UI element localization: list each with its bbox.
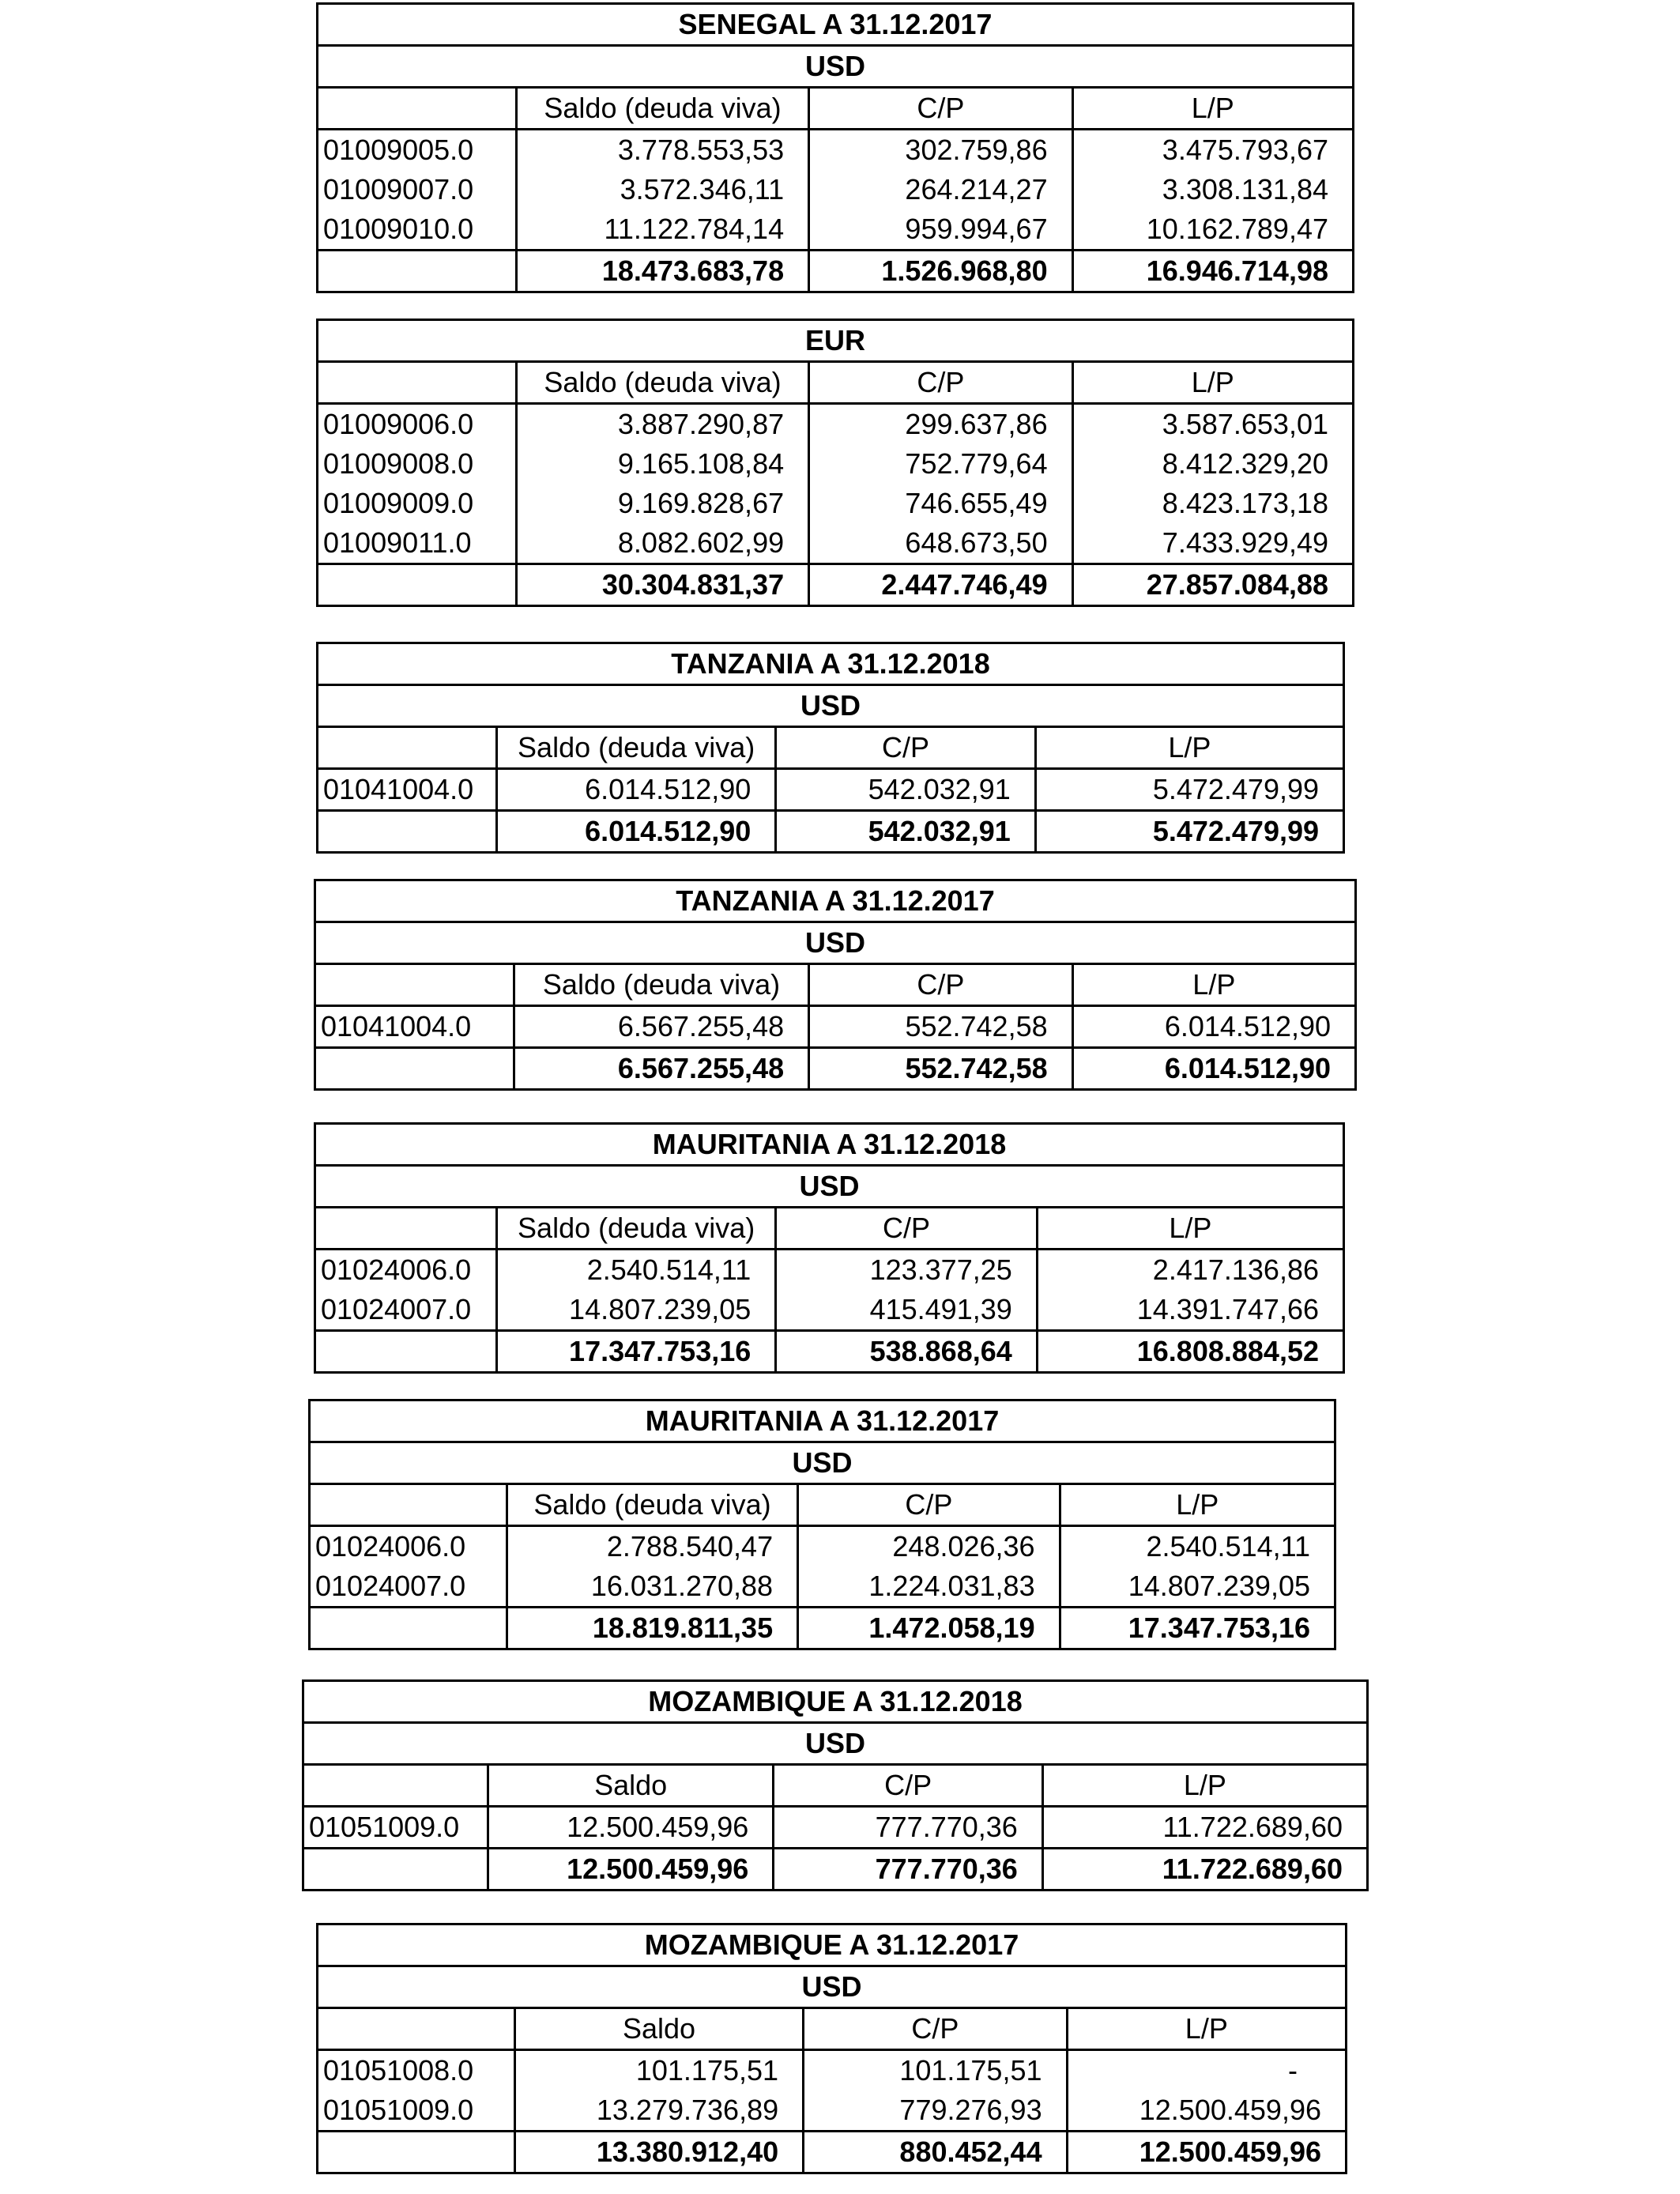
table-row: [318, 2049, 1345, 2090]
table-row: [318, 170, 1352, 209]
table-row: [318, 402, 1352, 444]
column-header: L/P: [1072, 89, 1352, 128]
loan-id: 01051009.0: [323, 2094, 474, 2126]
currency-row: [316, 1164, 1343, 1206]
long-term-value: 2.417.136,86: [1036, 1250, 1343, 1290]
header-row: [311, 1483, 1334, 1525]
totals-row: [318, 2130, 1345, 2172]
table-title-text: MOZAMBIQUE A 31.12.2018: [648, 1685, 1023, 1717]
balance-value: 13.279.736,89: [514, 2090, 802, 2130]
total-value: 13.380.912,40: [514, 2132, 802, 2172]
column-header: [316, 965, 513, 1005]
totals-row: [316, 1046, 1354, 1088]
column-header: [318, 89, 515, 128]
debt-table: [302, 1679, 1369, 1891]
long-term-value: -: [1066, 2051, 1346, 2090]
totals-row: [318, 249, 1352, 291]
total-value: 16.946.714,98: [1072, 251, 1352, 291]
header-row: [304, 1763, 1366, 1805]
balance-value: 11.122.784,14: [515, 209, 808, 249]
table-row: [318, 484, 1352, 523]
table-title: [318, 644, 1343, 684]
total-value: 18.819.811,35: [506, 1608, 797, 1648]
header-row: [318, 2007, 1345, 2049]
balance-value: 9.165.108,84: [515, 444, 808, 484]
debt-table: [314, 1122, 1345, 1374]
column-header: C/P: [808, 89, 1071, 128]
column-header: [318, 2009, 514, 2049]
total-value: 18.473.683,78: [515, 251, 808, 291]
column-header: Saldo: [487, 1766, 772, 1805]
table-title-text: MOZAMBIQUE A 31.12.2017: [644, 1928, 1019, 1961]
column-header: [318, 363, 515, 402]
table-row: [318, 444, 1352, 484]
total-value: 12.500.459,96: [1066, 2132, 1345, 2172]
long-term-value: 3.308.131,84: [1072, 170, 1352, 209]
loan-id: 01024006.0: [321, 1253, 472, 1286]
table-title-text: MAURITANIA A 31.12.2017: [645, 1404, 1000, 1437]
total-value: 2.447.746,49: [808, 565, 1072, 605]
table-title-text: TANZANIA A 31.12.2018: [671, 647, 990, 680]
table-row: [311, 1566, 1334, 1606]
table-row: [311, 1525, 1334, 1566]
table-title-text: MAURITANIA A 31.12.2018: [652, 1128, 1007, 1160]
long-term-value: 3.475.793,67: [1072, 130, 1352, 170]
table-row: [318, 2090, 1345, 2130]
short-term-value: 648.673,50: [808, 523, 1072, 563]
short-term-value: 264.214,27: [808, 170, 1072, 209]
column-header: C/P: [772, 1766, 1041, 1805]
balance-value: 3.887.290,87: [515, 405, 808, 444]
loan-id: 01041004.0: [323, 773, 474, 805]
short-term-value: 959.994,67: [808, 209, 1072, 249]
totals-blank-cell: [316, 1049, 513, 1088]
long-term-value: 11.722.689,60: [1042, 1808, 1366, 1847]
currency-label: EUR: [804, 324, 865, 356]
balance-value: 16.031.270,88: [506, 1566, 797, 1606]
loan-id: 01009008.0: [323, 447, 474, 480]
currency-label: USD: [801, 1970, 862, 2003]
column-header: [318, 728, 495, 767]
short-term-value: 542.032,91: [774, 770, 1034, 809]
short-term-value: 752.779,64: [808, 444, 1072, 484]
total-value: 777.770,36: [772, 1849, 1042, 1889]
short-term-value: 415.491,39: [774, 1290, 1036, 1329]
short-term-value: 299.637,86: [808, 405, 1072, 444]
short-term-value: 1.224.031,83: [797, 1566, 1059, 1606]
loan-id: 01009005.0: [323, 134, 474, 166]
loan-id: 01041004.0: [321, 1010, 472, 1042]
loan-id: 01009007.0: [323, 173, 474, 205]
totals-blank-cell: [318, 812, 495, 851]
totals-blank-cell: [318, 251, 515, 291]
balance-value: 6.014.512,90: [495, 770, 774, 809]
total-value: 11.722.689,60: [1042, 1849, 1366, 1889]
currency-row: [318, 44, 1352, 86]
balance-value: 3.572.346,11: [515, 170, 808, 209]
long-term-value: 2.540.514,11: [1059, 1527, 1334, 1566]
column-header: C/P: [808, 965, 1071, 1005]
loan-id: 01009006.0: [323, 408, 474, 440]
balance-value: 9.169.828,67: [515, 484, 808, 523]
balance-value: 14.807.239,05: [495, 1290, 774, 1329]
totals-row: [318, 809, 1343, 851]
column-header: L/P: [1036, 1208, 1343, 1248]
table-title: [318, 1925, 1345, 1965]
column-header: L/P: [1042, 1766, 1366, 1805]
total-value: 27.857.084,88: [1072, 565, 1352, 605]
total-value: 30.304.831,37: [515, 565, 808, 605]
currency-row: [316, 921, 1354, 963]
table-title: [318, 5, 1352, 44]
loan-id: 01024007.0: [321, 1293, 472, 1325]
column-header: Saldo (deuda viva): [495, 1208, 774, 1248]
currency-label: USD: [800, 689, 861, 722]
balance-value: 2.788.540,47: [506, 1527, 797, 1566]
column-header: Saldo (deuda viva): [515, 363, 808, 402]
totals-row: [316, 1329, 1343, 1371]
short-term-value: 248.026,36: [797, 1527, 1059, 1566]
currency-row: [304, 1721, 1366, 1763]
balance-value: 3.778.553,53: [515, 130, 808, 170]
long-term-value: 8.412.329,20: [1072, 444, 1352, 484]
short-term-value: 552.742,58: [808, 1007, 1072, 1046]
table-title: [311, 1401, 1334, 1441]
table-row: [316, 1290, 1343, 1329]
totals-blank-cell: [318, 565, 515, 605]
short-term-value: 123.377,25: [774, 1250, 1036, 1290]
currency-label: USD: [792, 1446, 853, 1479]
total-value: 1.472.058,19: [797, 1608, 1059, 1648]
column-header: Saldo (deuda viva): [506, 1485, 797, 1525]
totals-blank-cell: [316, 1332, 495, 1371]
long-term-value: 6.014.512,90: [1072, 1007, 1354, 1046]
column-header: [304, 1766, 487, 1805]
total-value: 17.347.753,16: [495, 1332, 774, 1371]
total-value: 542.032,91: [774, 812, 1034, 851]
balance-value: 8.082.602,99: [515, 523, 808, 563]
short-term-value: 779.276,93: [802, 2090, 1065, 2130]
long-term-value: 8.423.173,18: [1072, 484, 1352, 523]
loan-id: 01051008.0: [323, 2054, 474, 2087]
total-value: 16.808.884,52: [1036, 1332, 1343, 1371]
column-header: [316, 1208, 495, 1248]
currency-label: USD: [804, 1727, 865, 1759]
table-title: [316, 881, 1354, 921]
total-value: 17.347.753,16: [1059, 1608, 1334, 1648]
currency-label: USD: [799, 1170, 860, 1202]
currency-row: [318, 684, 1343, 726]
debt-table: [308, 1399, 1336, 1650]
total-value: 538.868,64: [774, 1332, 1036, 1371]
table-title: [316, 1125, 1343, 1164]
debt-table: [316, 1923, 1347, 2174]
column-header: Saldo (deuda viva): [513, 965, 808, 1005]
table-row: [304, 1805, 1366, 1847]
long-term-value: 10.162.789,47: [1072, 209, 1352, 249]
column-header: Saldo: [514, 2009, 802, 2049]
table-row: [318, 767, 1343, 809]
short-term-value: 302.759,86: [808, 130, 1072, 170]
long-term-value: 14.391.747,66: [1036, 1290, 1343, 1329]
long-term-value: 3.587.653,01: [1072, 405, 1352, 444]
table-row: [316, 1005, 1354, 1046]
column-header: L/P: [1059, 1485, 1334, 1525]
totals-blank-cell: [318, 2132, 514, 2172]
debt-table: [316, 642, 1345, 854]
currency-row: [318, 1965, 1345, 2007]
totals-blank-cell: [311, 1608, 506, 1648]
column-header: C/P: [802, 2009, 1065, 2049]
currency-row: [311, 1441, 1334, 1483]
column-header: C/P: [774, 1208, 1035, 1248]
balance-value: 2.540.514,11: [495, 1250, 774, 1290]
column-header: L/P: [1034, 728, 1343, 767]
table-title-text: SENEGAL A 31.12.2017: [678, 8, 993, 40]
table-title: [304, 1682, 1366, 1721]
debt-table: [314, 879, 1357, 1091]
header-row: [316, 963, 1354, 1005]
column-header: L/P: [1072, 965, 1354, 1005]
loan-id: 01009011.0: [323, 526, 472, 559]
currency-label: USD: [804, 50, 865, 82]
column-header: [311, 1485, 506, 1525]
total-value: 552.742,58: [808, 1049, 1072, 1088]
total-value: 880.452,44: [802, 2132, 1065, 2172]
total-value: 6.014.512,90: [495, 812, 774, 851]
balance-value: 101.175,51: [514, 2051, 802, 2090]
total-value: 12.500.459,96: [487, 1849, 772, 1889]
long-term-value: 5.472.479,99: [1034, 770, 1343, 809]
long-term-value: 14.807.239,05: [1059, 1566, 1334, 1606]
column-header: C/P: [797, 1485, 1058, 1525]
header-row: [318, 86, 1352, 128]
column-header: Saldo (deuda viva): [515, 89, 808, 128]
column-header: Saldo (deuda viva): [495, 728, 774, 767]
loan-id: 01024007.0: [315, 1570, 466, 1602]
column-header: C/P: [808, 363, 1071, 402]
totals-row: [304, 1847, 1366, 1889]
column-header: L/P: [1072, 363, 1352, 402]
column-header: C/P: [774, 728, 1034, 767]
short-term-value: 777.770,36: [772, 1808, 1042, 1847]
debt-table: [316, 319, 1354, 607]
totals-blank-cell: [304, 1849, 487, 1889]
total-value: 6.567.255,48: [513, 1049, 808, 1088]
header-row: [318, 360, 1352, 402]
table-title-text: TANZANIA A 31.12.2017: [676, 884, 995, 917]
header-row: [316, 1206, 1343, 1248]
table-row: [316, 1248, 1343, 1290]
loan-id: 01051009.0: [309, 1811, 460, 1843]
loan-id: 01009009.0: [323, 487, 474, 519]
currency-label: USD: [804, 926, 865, 959]
table-row: [318, 209, 1352, 249]
column-header: L/P: [1066, 2009, 1345, 2049]
balance-value: 6.567.255,48: [513, 1007, 808, 1046]
currency-row: [318, 321, 1352, 360]
long-term-value: 12.500.459,96: [1066, 2090, 1345, 2130]
long-term-value: 7.433.929,49: [1072, 523, 1352, 563]
header-row: [318, 726, 1343, 767]
balance-value: 12.500.459,96: [487, 1808, 772, 1847]
total-value: 5.472.479,99: [1034, 812, 1343, 851]
debt-table: [316, 2, 1354, 293]
total-value: 1.526.968,80: [808, 251, 1072, 291]
totals-row: [318, 563, 1352, 605]
total-value: 6.014.512,90: [1072, 1049, 1354, 1088]
totals-row: [311, 1606, 1334, 1648]
short-term-value: 101.175,51: [802, 2051, 1065, 2090]
loan-id: 01024006.0: [315, 1530, 466, 1563]
loan-id: 01009010.0: [323, 213, 474, 245]
short-term-value: 746.655,49: [808, 484, 1072, 523]
table-row: [318, 128, 1352, 170]
table-row: [318, 523, 1352, 563]
